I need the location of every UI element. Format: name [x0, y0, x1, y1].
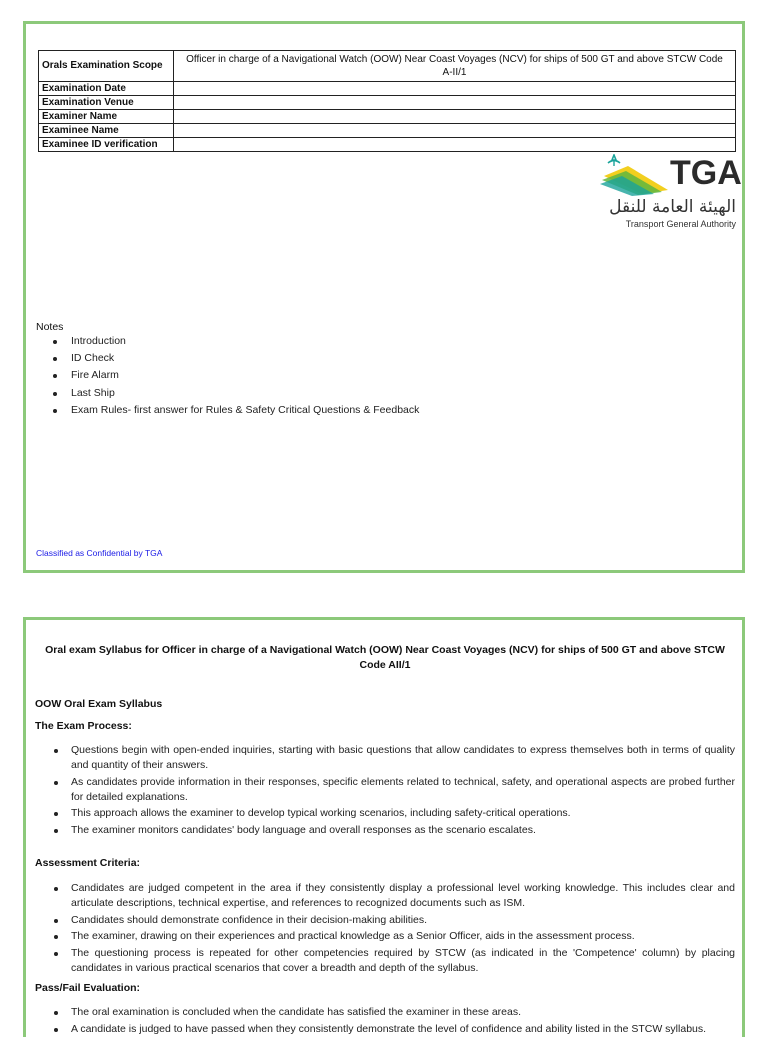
exam-date-label: Examination Date — [39, 82, 174, 96]
tga-emblem-icon — [598, 154, 670, 196]
scope-value: Officer in charge of a Navigational Watch (OOW) Near Coast Voyages (NCV) for ships of 500 GT and above STCW Code A-II/1 — [174, 51, 736, 82]
list-item: The examiner, drawing on their experiences and practical knowledge as a Senior Officer, aids in the assessment process. — [35, 929, 735, 944]
table-row — [39, 96, 736, 110]
examinee-id-field[interactable] — [174, 138, 736, 152]
list-item: The examiner monitors candidates' body language and overall responses as the scenario escalates. — [35, 823, 735, 838]
pass-fail-list — [35, 1005, 735, 1038]
table-row — [39, 51, 736, 82]
exam-date-field[interactable] — [174, 82, 736, 96]
syllabus-heading: OOW Oral Exam Syllabus — [35, 698, 163, 710]
examinee-id-label: Examinee ID verification — [39, 138, 174, 152]
assessment-heading: Assessment Criteria: — [35, 857, 141, 869]
list-item: The oral examination is concluded when the candidate has satisfied the examiner in these areas. — [35, 1005, 735, 1020]
list-item: Last Ship — [36, 385, 419, 402]
notes-heading: Notes — [36, 321, 64, 333]
notes-list — [36, 333, 419, 419]
list-item: A candidate is judged to have passed when they consistently demonstrate the level of confidence and ability listed in the STCW syllabus. — [35, 1022, 735, 1037]
exam-venue-label: Examination Venue — [39, 96, 174, 110]
list-item: Questions begin with open-ended inquiries, starting with basic questions that allow candidates to express themselves both in terms of quality and quantity of their answers. — [35, 743, 735, 773]
document-page-2 — [23, 617, 745, 1037]
list-item: As candidates provide information in their responses, specific elements related to technical, safety, and operational aspects are probed further for detailed explanations. — [35, 775, 735, 805]
list-item: The questioning process is repeated for other competencies required by STCW (as indicated in the 'Competence' column) by placing candidates in various practical scenarios that cover a breadth and depth of the syllabus. — [35, 946, 735, 976]
table-row — [39, 110, 736, 124]
tga-logo — [598, 154, 742, 234]
examiner-name-label: Examiner Name — [39, 110, 174, 124]
exam-venue-field[interactable] — [174, 96, 736, 110]
list-item: ID Check — [36, 350, 419, 367]
list-item: Exam Rules- first answer for Rules & Safety Critical Questions & Feedback — [36, 402, 419, 419]
exam-process-list — [35, 743, 735, 839]
logo-arabic-text: الهيئة العامة للنقل — [609, 197, 736, 217]
list-item: Candidates are judged competent in the area if they consistently display a professional level working knowledge. This includes clear and articulate descriptions, technical expertise, and references to recognized documents such as ISM. — [35, 881, 735, 911]
exam-process-heading: The Exam Process: — [35, 720, 132, 732]
pass-fail-heading: Pass/Fail Evaluation: — [35, 982, 141, 994]
list-item: Candidates should demonstrate confidence in their decision-making abilities. — [35, 913, 735, 928]
examinee-name-label: Examinee Name — [39, 124, 174, 138]
tga-wordmark: TGA — [670, 154, 742, 192]
list-item: This approach allows the examiner to develop typical working scenarios, including safety-critical operations. — [35, 806, 735, 821]
assessment-list — [35, 881, 735, 977]
list-item: Fire Alarm — [36, 367, 419, 384]
scope-label: Orals Examination Scope — [39, 51, 174, 82]
examiner-name-field[interactable] — [174, 110, 736, 124]
table-row — [39, 82, 736, 96]
exam-details-table — [38, 50, 736, 152]
examinee-name-field[interactable] — [174, 124, 736, 138]
syllabus-title: Oral exam Syllabus for Officer in charge of a Navigational Watch (OOW) Near Coast Voyages (NCV) for ships of 500 GT and above STCW Code AII/1 — [45, 644, 725, 671]
classification-label: Classified as Confidential by TGA — [36, 548, 163, 558]
logo-english-text: Transport General Authority — [625, 219, 736, 229]
table-row — [39, 138, 736, 152]
list-item: Introduction — [36, 333, 419, 350]
table-row — [39, 124, 736, 138]
document-page-1 — [23, 21, 745, 573]
